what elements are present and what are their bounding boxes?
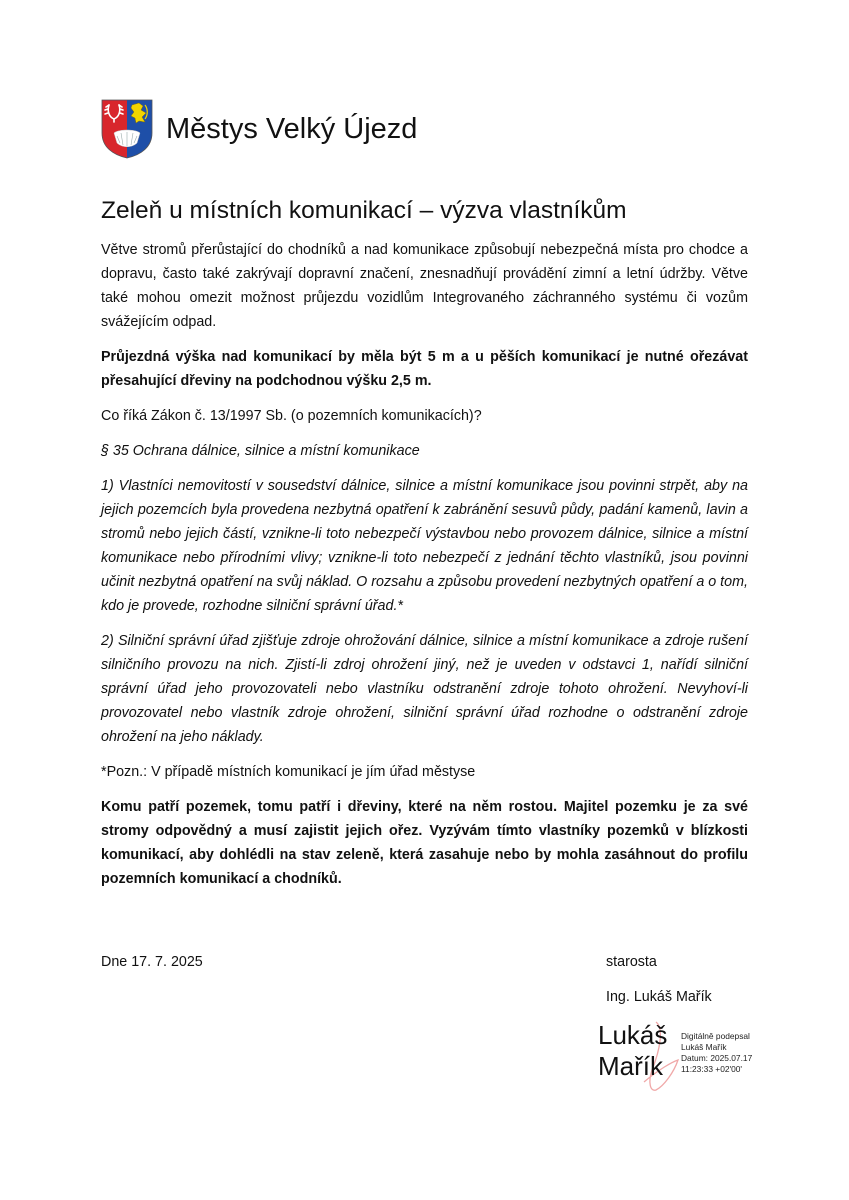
digital-signature[interactable] (598, 1020, 768, 1095)
page-title: Zeleň u místních komunikací – výzva vlastníkům (101, 197, 627, 224)
signature-name: Lukáš Mařík (598, 1020, 668, 1081)
issue-date: Dne 17. 7. 2025 (101, 954, 203, 970)
coat-of-arms-icon (101, 99, 153, 159)
signer-name: Ing. Lukáš Mařík (606, 989, 712, 1005)
letterhead (101, 99, 417, 159)
footnote: *Pozn.: V případě místních komunikací je jím úřad městyse (101, 764, 476, 780)
law-question: Co říká Zákon č. 13/1997 Sb. (o pozemních komunikacích)? (101, 408, 482, 424)
law-clause-1: 1) Vlastníci nemovitostí v sousedství dálnice, silnice a místní komunikace jsou povinni strpět, aby na jejich pozemcích byla provedena nezbytná opatření k zabránění sesuvů půdy, padání kamenů, lavin a stromů nebo jejich částí, vznikne-li toto nebezpečí výstavbou nebo provozem dálnice, silnice a místní komunikace nebo přírodními vlivy; vznikne-li toto nebezpečí z jednání těchto vlastníků, jsou povinni učinit nezbytná opatření na svůj náklad. O rozsahu a způsobu provedení nezbytných opatření a o tom, kdo je provede, rozhodne silniční správní úřad.* (101, 478, 748, 614)
document-body (101, 238, 748, 902)
signature-details: Digitálně podepsal Lukáš Mařík Datum: 2025.07.17 11:23:33 +02'00' (681, 1031, 753, 1074)
signer-role: starosta (606, 954, 657, 970)
owner-call-paragraph: Komu patří pozemek, tomu patří i dřeviny, které na něm rostou. Majitel pozemku je za své stromy odpovědný a musí zajistit jejich ořez. Vyzývám tímto vlastníky pozemků v blízkosti komunikací, aby dohlédli na stav zeleně, která zasahuje nebo by mohla zasáhnout do profilu pozemních komunikací a chodníků. (101, 799, 748, 887)
intro-paragraph: Větve stromů přerůstající do chodníků a nad komunikace způsobují nebezpečná místa pro chodce a dopravu, často také zakrývají dopravní značení, znesnadňují provádění zimní a letní údržby. Větve také mohou omezit možnost průjezdu vozidlům Integrovaného záchranného systému či vozům svážejícím odpad. (101, 242, 748, 330)
law-clause-2: 2) Silniční správní úřad zjišťuje zdroje ohrožování dálnice, silnice a místní komunikace a zdroje rušení silničního provozu na nich. Zjistí-li zdroj ohrožení jiný, než je uveden v odstavci 1, nařídí silniční správní úřad jeho provozovateli nebo vlastníku odstranění zdroje tohoto ohrožení. Nevyhoví-li provozovatel nebo vlastník zdroje ohrožení, silniční správní úřad rozhodne o odstranění zdroje ohrožení na jeho náklady. (101, 633, 748, 745)
town-name: Městys Velký Újezd (166, 112, 418, 145)
law-section-heading: § 35 Ochrana dálnice, silnice a místní komunikace (101, 443, 420, 459)
height-requirement-paragraph: Průjezdná výška nad komunikací by měla být 5 m a u pěších komunikací je nutné ořezávat přesahující dřeviny na podchodnou výšku 2,5 m. (101, 349, 748, 389)
